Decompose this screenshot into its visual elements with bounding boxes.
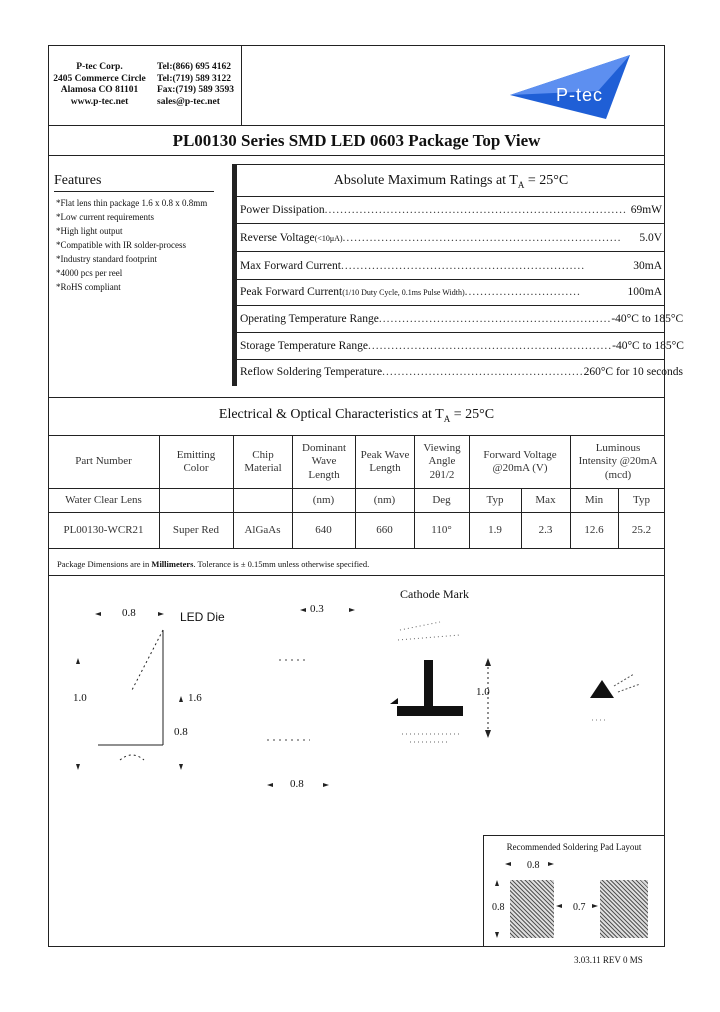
- phone-2: Tel:(719) 589 3122: [157, 73, 232, 84]
- dim-width-label: 0.8: [122, 607, 136, 619]
- abs-max-rule: [237, 359, 665, 360]
- rating-leader: ..............................................................................: [324, 204, 627, 216]
- email: sales@p-tec.net: [157, 96, 220, 107]
- rating-value: -40°C to 185°C: [612, 340, 684, 352]
- feature-item: *Industry standard footprint: [56, 254, 157, 264]
- abs-max-heading-sub: A: [517, 179, 525, 190]
- rating-value: -40°C to 185°C: [611, 313, 684, 325]
- emitting-color-value: Super Red: [172, 523, 220, 536]
- rating-row-reflow: [240, 366, 684, 378]
- dim-length-label: 1.6: [188, 692, 202, 704]
- note-tolerance: . Tolerance is ± 0.15mm unless otherwise specified.: [193, 559, 370, 569]
- abs-max-heading-text: Absolute Maximum Ratings at T: [333, 173, 518, 188]
- feature-item: *RoHS compliant: [56, 282, 121, 292]
- note-text: Package Dimensions are in: [57, 559, 152, 569]
- company-address: [52, 62, 147, 108]
- subhead-lens: Water Clear Lens: [65, 493, 142, 506]
- col-part-number: Part Number: [75, 455, 132, 468]
- col-luminous-intensity: Luminous Intensity @20mA (mcd): [578, 441, 658, 481]
- rating-label: Peak Forward Current: [240, 286, 343, 298]
- company-logo: [480, 47, 665, 125]
- feature-item: *High light output: [56, 226, 123, 236]
- eo-heading: [48, 407, 665, 424]
- part-number-value: PL00130-WCR21: [63, 523, 144, 536]
- vf-max-value: 2.3: [538, 523, 553, 536]
- rating-row-max-current: [240, 260, 662, 272]
- subhead-typ: Typ: [486, 493, 504, 506]
- chip-material-value: AlGaAs: [244, 523, 281, 536]
- rating-label: Reverse Voltage: [240, 232, 315, 244]
- rating-label: Storage Temperature Range: [240, 340, 368, 352]
- col-chip-material: Chip Material: [244, 448, 282, 474]
- rating-leader: ..............................: [464, 286, 581, 298]
- dim-height-label: 1.0: [73, 692, 87, 704]
- pad-gap-label: 0.7: [573, 902, 586, 913]
- fax: Fax:(719) 589 3593: [157, 85, 235, 95]
- company-web: www.p-tec.net: [70, 96, 129, 107]
- features-underline: [54, 191, 214, 192]
- feature-item: *Compatible with IR solder-process: [56, 240, 187, 250]
- company-city: Alamosa CO 81101: [60, 85, 139, 95]
- dimensions-rule: [48, 575, 665, 576]
- side-view-drawing: [255, 600, 365, 800]
- company-contacts: [157, 62, 237, 108]
- subhead-typ: Typ: [633, 493, 650, 506]
- features-heading: Features: [54, 173, 102, 188]
- col-viewing-angle: Viewing Angle 2θ1/2: [423, 441, 461, 481]
- rating-sublabel: (<10μA): [314, 234, 343, 243]
- company-street: 2405 Commerce Circle: [53, 73, 146, 84]
- feature-item: *Low current requirements: [56, 212, 154, 222]
- dim-cathode-height: 1.0: [476, 686, 490, 698]
- solder-pad-dims: [488, 858, 658, 943]
- rating-leader: ...............................................................: [368, 340, 613, 352]
- rating-leader: ............................................................: [378, 313, 612, 325]
- polarity-icon: [578, 660, 658, 740]
- led-die-label: LED Die: [180, 610, 225, 624]
- subhead-unit: (nm): [373, 493, 396, 506]
- rating-row-operating-temp: [240, 313, 684, 325]
- rating-label: Reflow Soldering Temperature: [240, 366, 383, 378]
- pad-height-label: 0.8: [492, 902, 505, 913]
- col-forward-voltage: Forward Voltage @20mA (V): [483, 448, 557, 474]
- dim-side-thickness: 0.3: [310, 603, 324, 615]
- subhead-max: Max: [535, 493, 556, 506]
- phone-1: Tel:(866) 695 4162: [157, 62, 232, 72]
- rating-leader: ........................................................................: [342, 232, 622, 244]
- rating-value: 260°C for 10 seconds: [583, 366, 684, 378]
- features-list: [56, 196, 207, 294]
- top-view-drawing: [60, 600, 240, 780]
- rating-value: 5.0V: [639, 232, 662, 244]
- rating-sublabel: (1/10 Duty Cycle, 0.1ms Pulse Width): [342, 288, 465, 297]
- abs-max-rule: [237, 196, 665, 197]
- rating-row-reverse-voltage: [240, 232, 662, 244]
- subhead-unit: Deg: [432, 493, 451, 506]
- title-bottom-rule: [48, 155, 665, 156]
- header-bottom-rule: [48, 125, 665, 126]
- rating-row-power: [240, 204, 662, 216]
- logo-text: P-tec: [556, 85, 604, 105]
- rating-leader: ....................................................: [382, 366, 584, 378]
- note-unit: Millimeters: [151, 559, 194, 569]
- viewing-angle-value: 110°: [431, 523, 452, 536]
- dominant-wavelength-value: 640: [315, 523, 332, 536]
- subhead-unit: (nm): [312, 493, 335, 506]
- subhead-min: Min: [584, 493, 604, 506]
- cathode-mark-label: Cathode Mark: [400, 587, 469, 601]
- company-name: P-tec Corp.: [76, 62, 123, 72]
- feature-item: *4000 pcs per reel: [56, 268, 123, 278]
- eo-heading-text: Electrical & Optical Characteristics at T: [218, 407, 444, 422]
- abs-max-rule: [237, 223, 665, 224]
- rating-leader: ...............................................................: [340, 260, 586, 272]
- abs-max-rule: [237, 279, 665, 280]
- feature-item: *Flat lens thin package 1.6 x 0.8 x 0.8mm: [56, 198, 208, 208]
- abs-max-heading: [237, 173, 665, 190]
- rating-label: Power Dissipation: [240, 204, 325, 216]
- col-dominant-wavelength: Dominant Wave Length: [302, 441, 346, 481]
- vf-typ-value: 1.9: [488, 523, 502, 536]
- eo-heading-sub: A: [443, 413, 451, 424]
- rating-value: 30mA: [633, 260, 662, 272]
- abs-max-box: [232, 164, 665, 386]
- rating-value: 100mA: [627, 286, 662, 298]
- solder-pad-heading: Recommended Soldering Pad Layout: [506, 842, 642, 852]
- header-divider: [241, 45, 242, 125]
- pad-width-label: 0.8: [527, 860, 540, 871]
- rating-row-peak-current: [240, 286, 662, 298]
- dim-side-width: 0.8: [290, 778, 304, 790]
- abs-max-heading-temp: = 25°C: [524, 173, 569, 188]
- revision-footer: 3.03.11 REV 0 MS: [574, 955, 643, 965]
- abs-max-rule: [237, 305, 665, 306]
- eo-table-bottom: [48, 548, 665, 549]
- eo-top-rule: [48, 397, 665, 398]
- iv-min-value: 12.6: [584, 523, 604, 536]
- dim-pad-label: 0.8: [174, 726, 188, 738]
- dimensions-note: [57, 559, 369, 569]
- document-title: PL00130 Series SMD LED 0603 Package Top View: [172, 131, 541, 150]
- rating-label: Operating Temperature Range: [240, 313, 379, 325]
- rating-row-storage-temp: [240, 340, 684, 352]
- abs-max-rule: [237, 332, 665, 333]
- col-emitting-color: Emitting Color: [176, 448, 216, 474]
- peak-wavelength-value: 660: [376, 523, 393, 536]
- eo-heading-temp: = 25°C: [450, 407, 495, 422]
- rating-label: Max Forward Current: [240, 260, 341, 272]
- iv-typ-value: 25.2: [631, 523, 652, 536]
- rating-value: 69mW: [630, 204, 662, 216]
- col-peak-wavelength: Peak Wave Length: [360, 448, 410, 474]
- abs-max-rule: [237, 251, 665, 252]
